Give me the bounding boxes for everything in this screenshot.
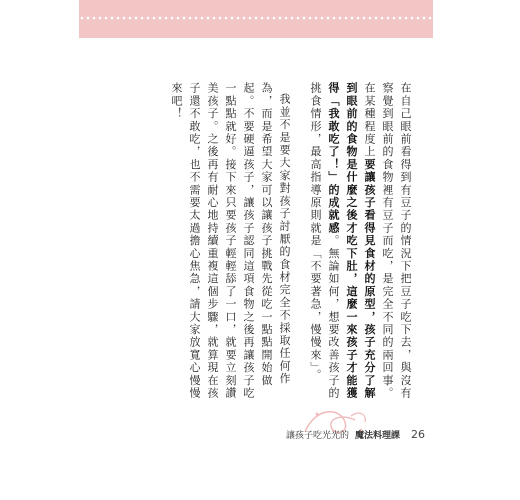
body-text (167, 82, 414, 400)
paragraph-2 (167, 82, 293, 400)
paragraph-gap (293, 82, 306, 400)
page-footer (286, 425, 426, 443)
paragraph-1-emphasis: 要讓孩子看得見食材的原型，孩子充分了解到眼前的食物是什麼之後才吃下肚，這麼一來孩子才能獲得「我敢吃了！」的成就感 (327, 82, 376, 400)
footer-book-title: 讓孩子吃光光的 (286, 430, 350, 441)
paragraph-2-run-1: 我並不是要大家對孩子討厭的食材完全不採取任何作為，而是希望大家可以讓孩子挑戰先從吃一點點開始做起。不要硬逼孩子，讓孩子認同這項食物之後再讓孩子吃一點點就好。接下來只要孩子輕輕舔了一口，就要立刻讚美孩子。之後再有耐心地持續重複這個步驟，就算現在孩子還不敢吃，也不需要太過擔心焦急，請大家放寬心慢慢來吧！ (170, 82, 291, 400)
header-dot-row (79, 16, 433, 20)
paragraph-1-run-3: 。無論如何，想要改善孩子的挑食情形，最高指導原則就是「不要著急，慢慢來」。 (309, 82, 340, 400)
footer-magic-title: 魔法料理課 (355, 430, 401, 441)
paragraph-1-run-1: 在自己眼前看得到有豆子的情況下把豆子吃下去，與沒有察覺到眼前的食物裡有豆子而吃，是完全不同的兩回事。在某種程度上 (363, 82, 412, 400)
header-lace-edge (79, 34, 433, 42)
paragraph-1 (306, 82, 414, 400)
page-number: 26 (411, 427, 426, 441)
